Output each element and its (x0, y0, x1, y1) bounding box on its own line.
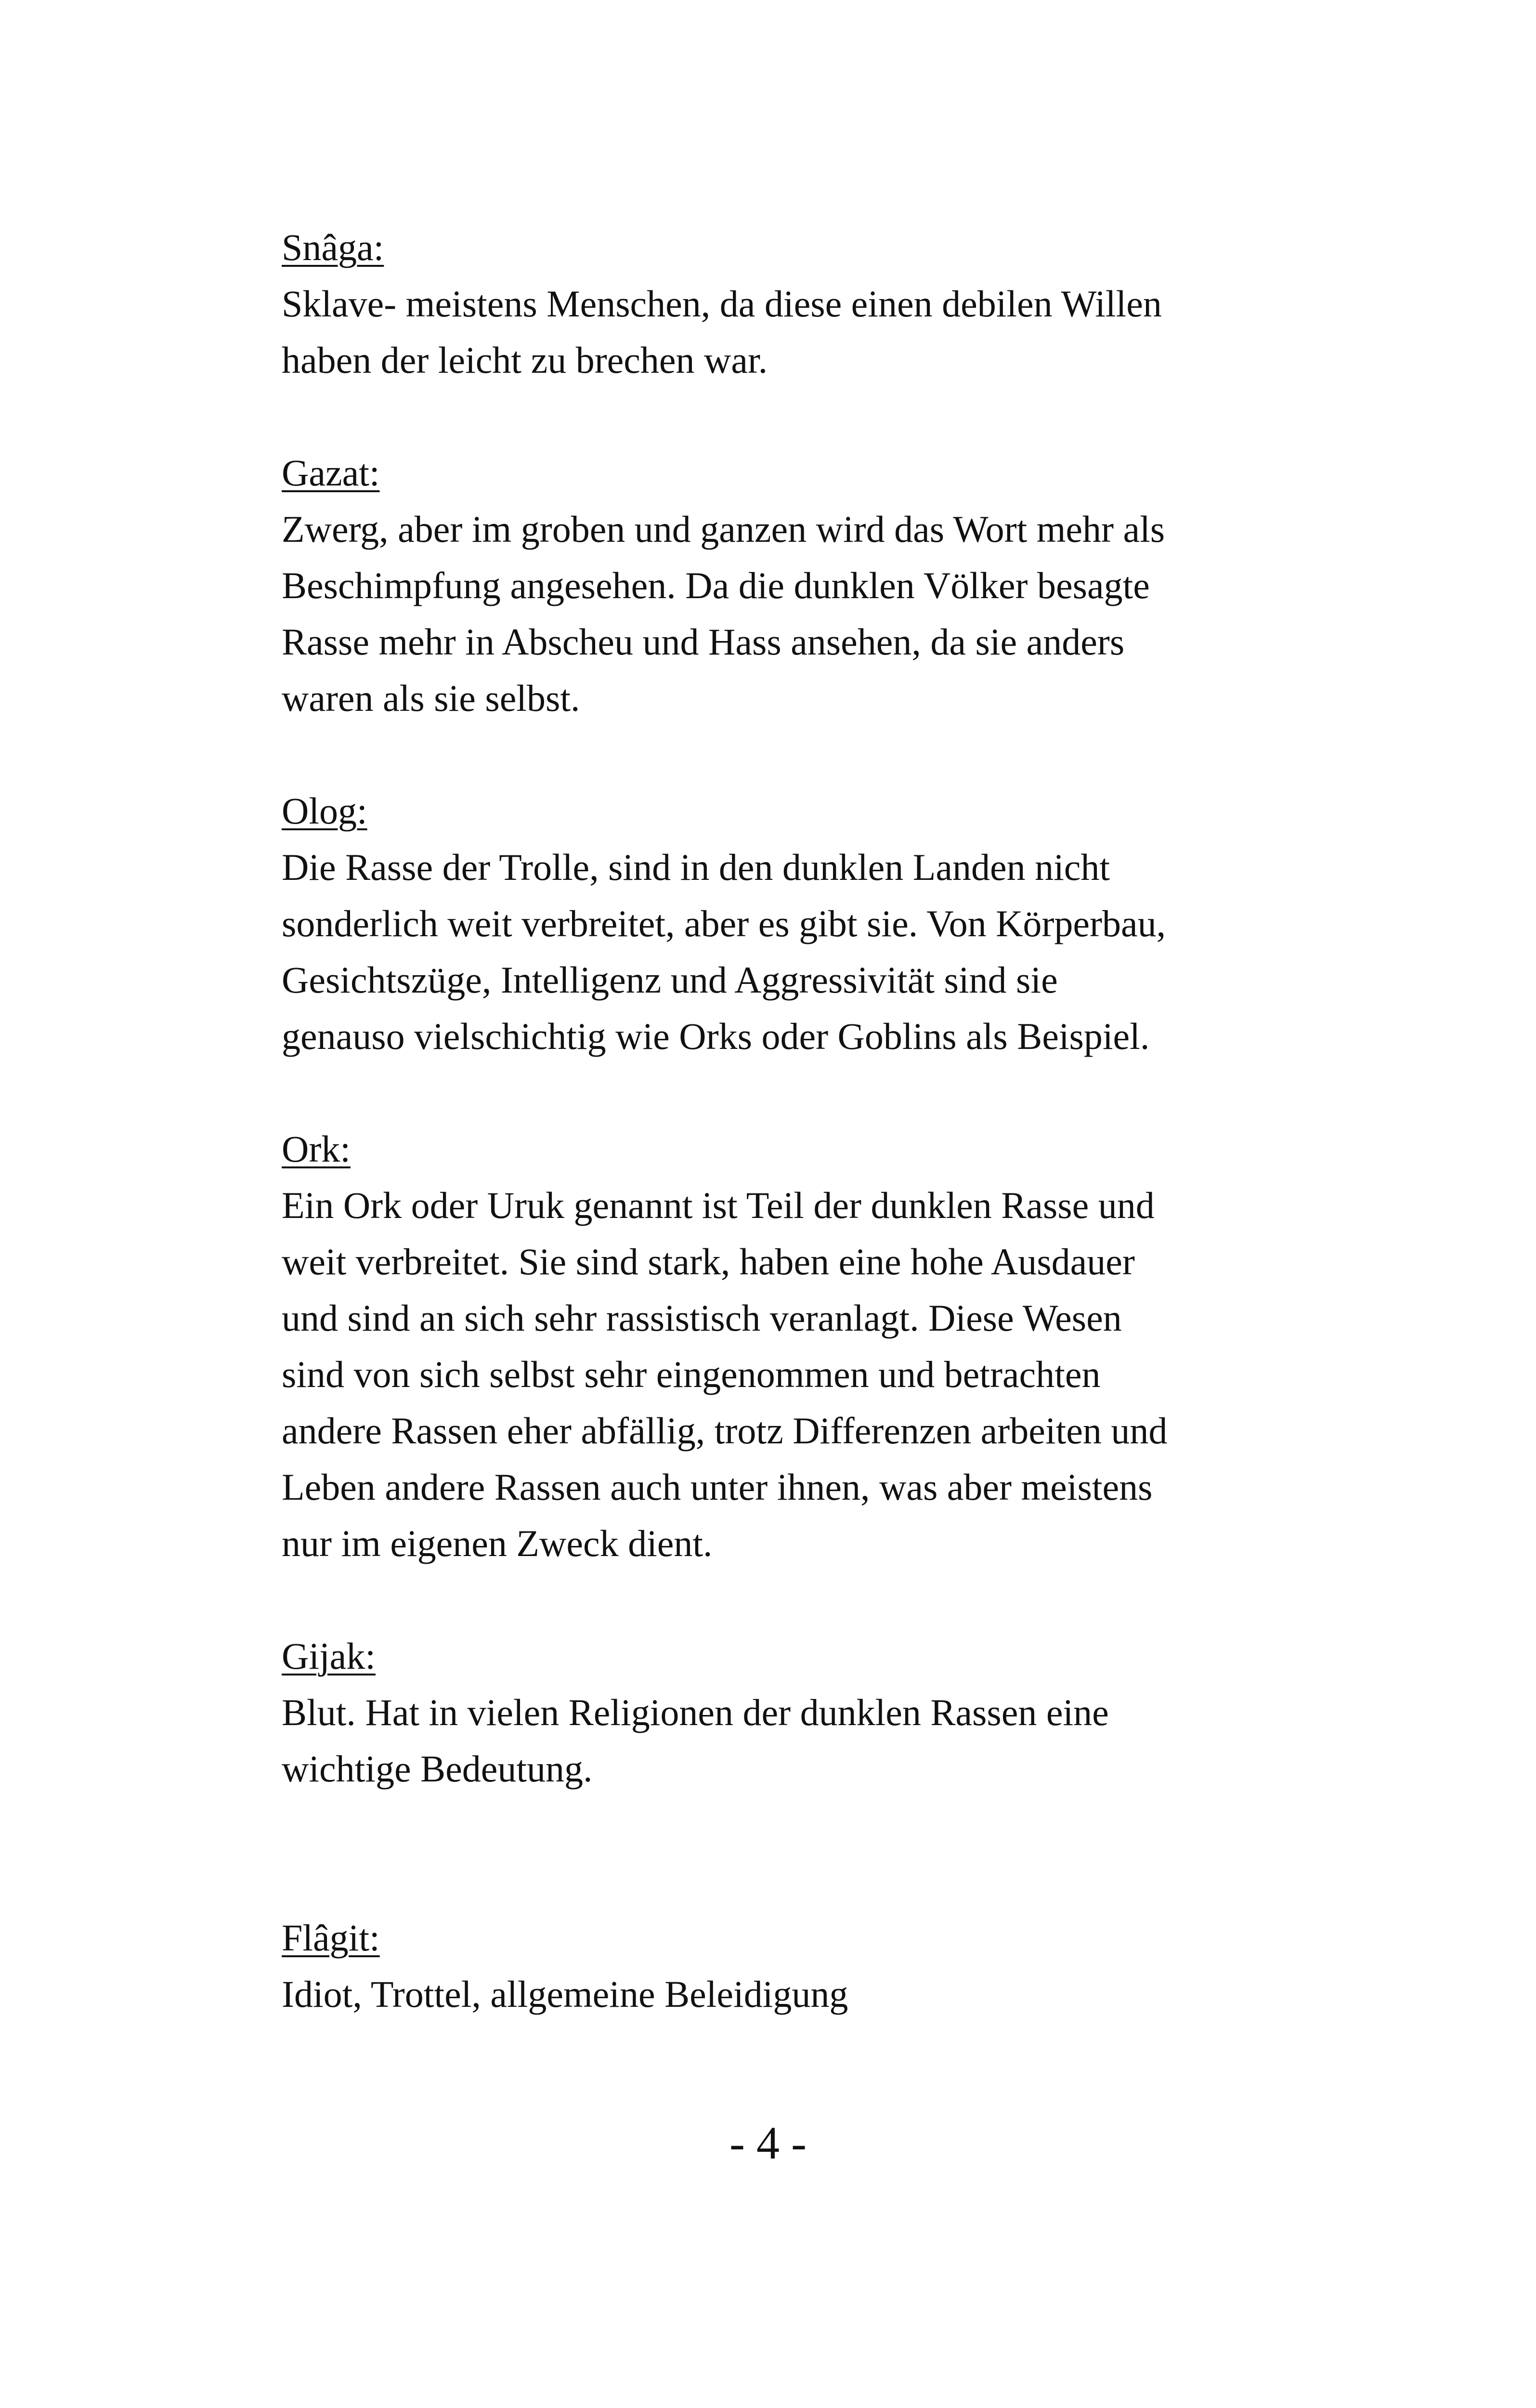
glossary-entry-flagit (282, 1910, 1269, 2022)
glossary-definition: Zwerg, aber im groben und ganzen wird das Wort mehr als Beschimpfung angesehen. Da die dunklen Völker besagte Rasse mehr in Abscheu und Hass ansehen, da sie anders waren als sie selbst. (282, 508, 1165, 719)
glossary-term: Ork: (282, 1128, 351, 1170)
glossary-term: Snâga: (282, 226, 384, 268)
glossary-definition: Blut. Hat in vielen Religionen der dunklen Rassen eine wichtige Bedeutung. (282, 1691, 1109, 1790)
glossary-definition: Die Rasse der Trolle, sind in den dunklen Landen nicht sonderlich weit verbreitet, aber es gibt sie. Von Körperbau, Gesichtszüge, Intelligenz und Aggressivität sind sie genauso vielschichtig wie Orks oder Goblins als Beispiel. (282, 846, 1166, 1057)
glossary-term: Gijak: (282, 1635, 376, 1677)
glossary-term: Olog: (282, 790, 367, 832)
glossary-entry-gijak (282, 1628, 1269, 1797)
page-number: - 4 - (729, 2117, 807, 2169)
glossary-entry-olog (282, 783, 1269, 1064)
glossary-entry-gazat (282, 445, 1269, 726)
glossary-definition: Ein Ork oder Uruk genannt ist Teil der dunklen Rasse und weit verbreitet. Sie sind stark, haben eine hohe Ausdauer und sind an sich sehr rassistisch veranlagt. Diese Wesen sind von sich selbst sehr eingenommen und betrachten andere Rassen eher abfällig, trotz Differenzen arbeiten und Leben andere Rassen auch unter ihnen, was aber meistens nur im eigenen Zweck dient. (282, 1184, 1168, 1564)
glossary-definition: Idiot, Trottel, allgemeine Beleidigung (282, 1973, 848, 2015)
glossary-definition: Sklave- meistens Menschen, da diese einen debilen Willen haben der leicht zu brechen war. (282, 283, 1162, 381)
glossary-entry-ork (282, 1121, 1269, 1571)
glossary (282, 219, 1269, 2022)
glossary-term: Gazat: (282, 452, 380, 494)
glossary-term: Flâgit: (282, 1917, 380, 1959)
glossary-entry-snaga (282, 219, 1269, 388)
